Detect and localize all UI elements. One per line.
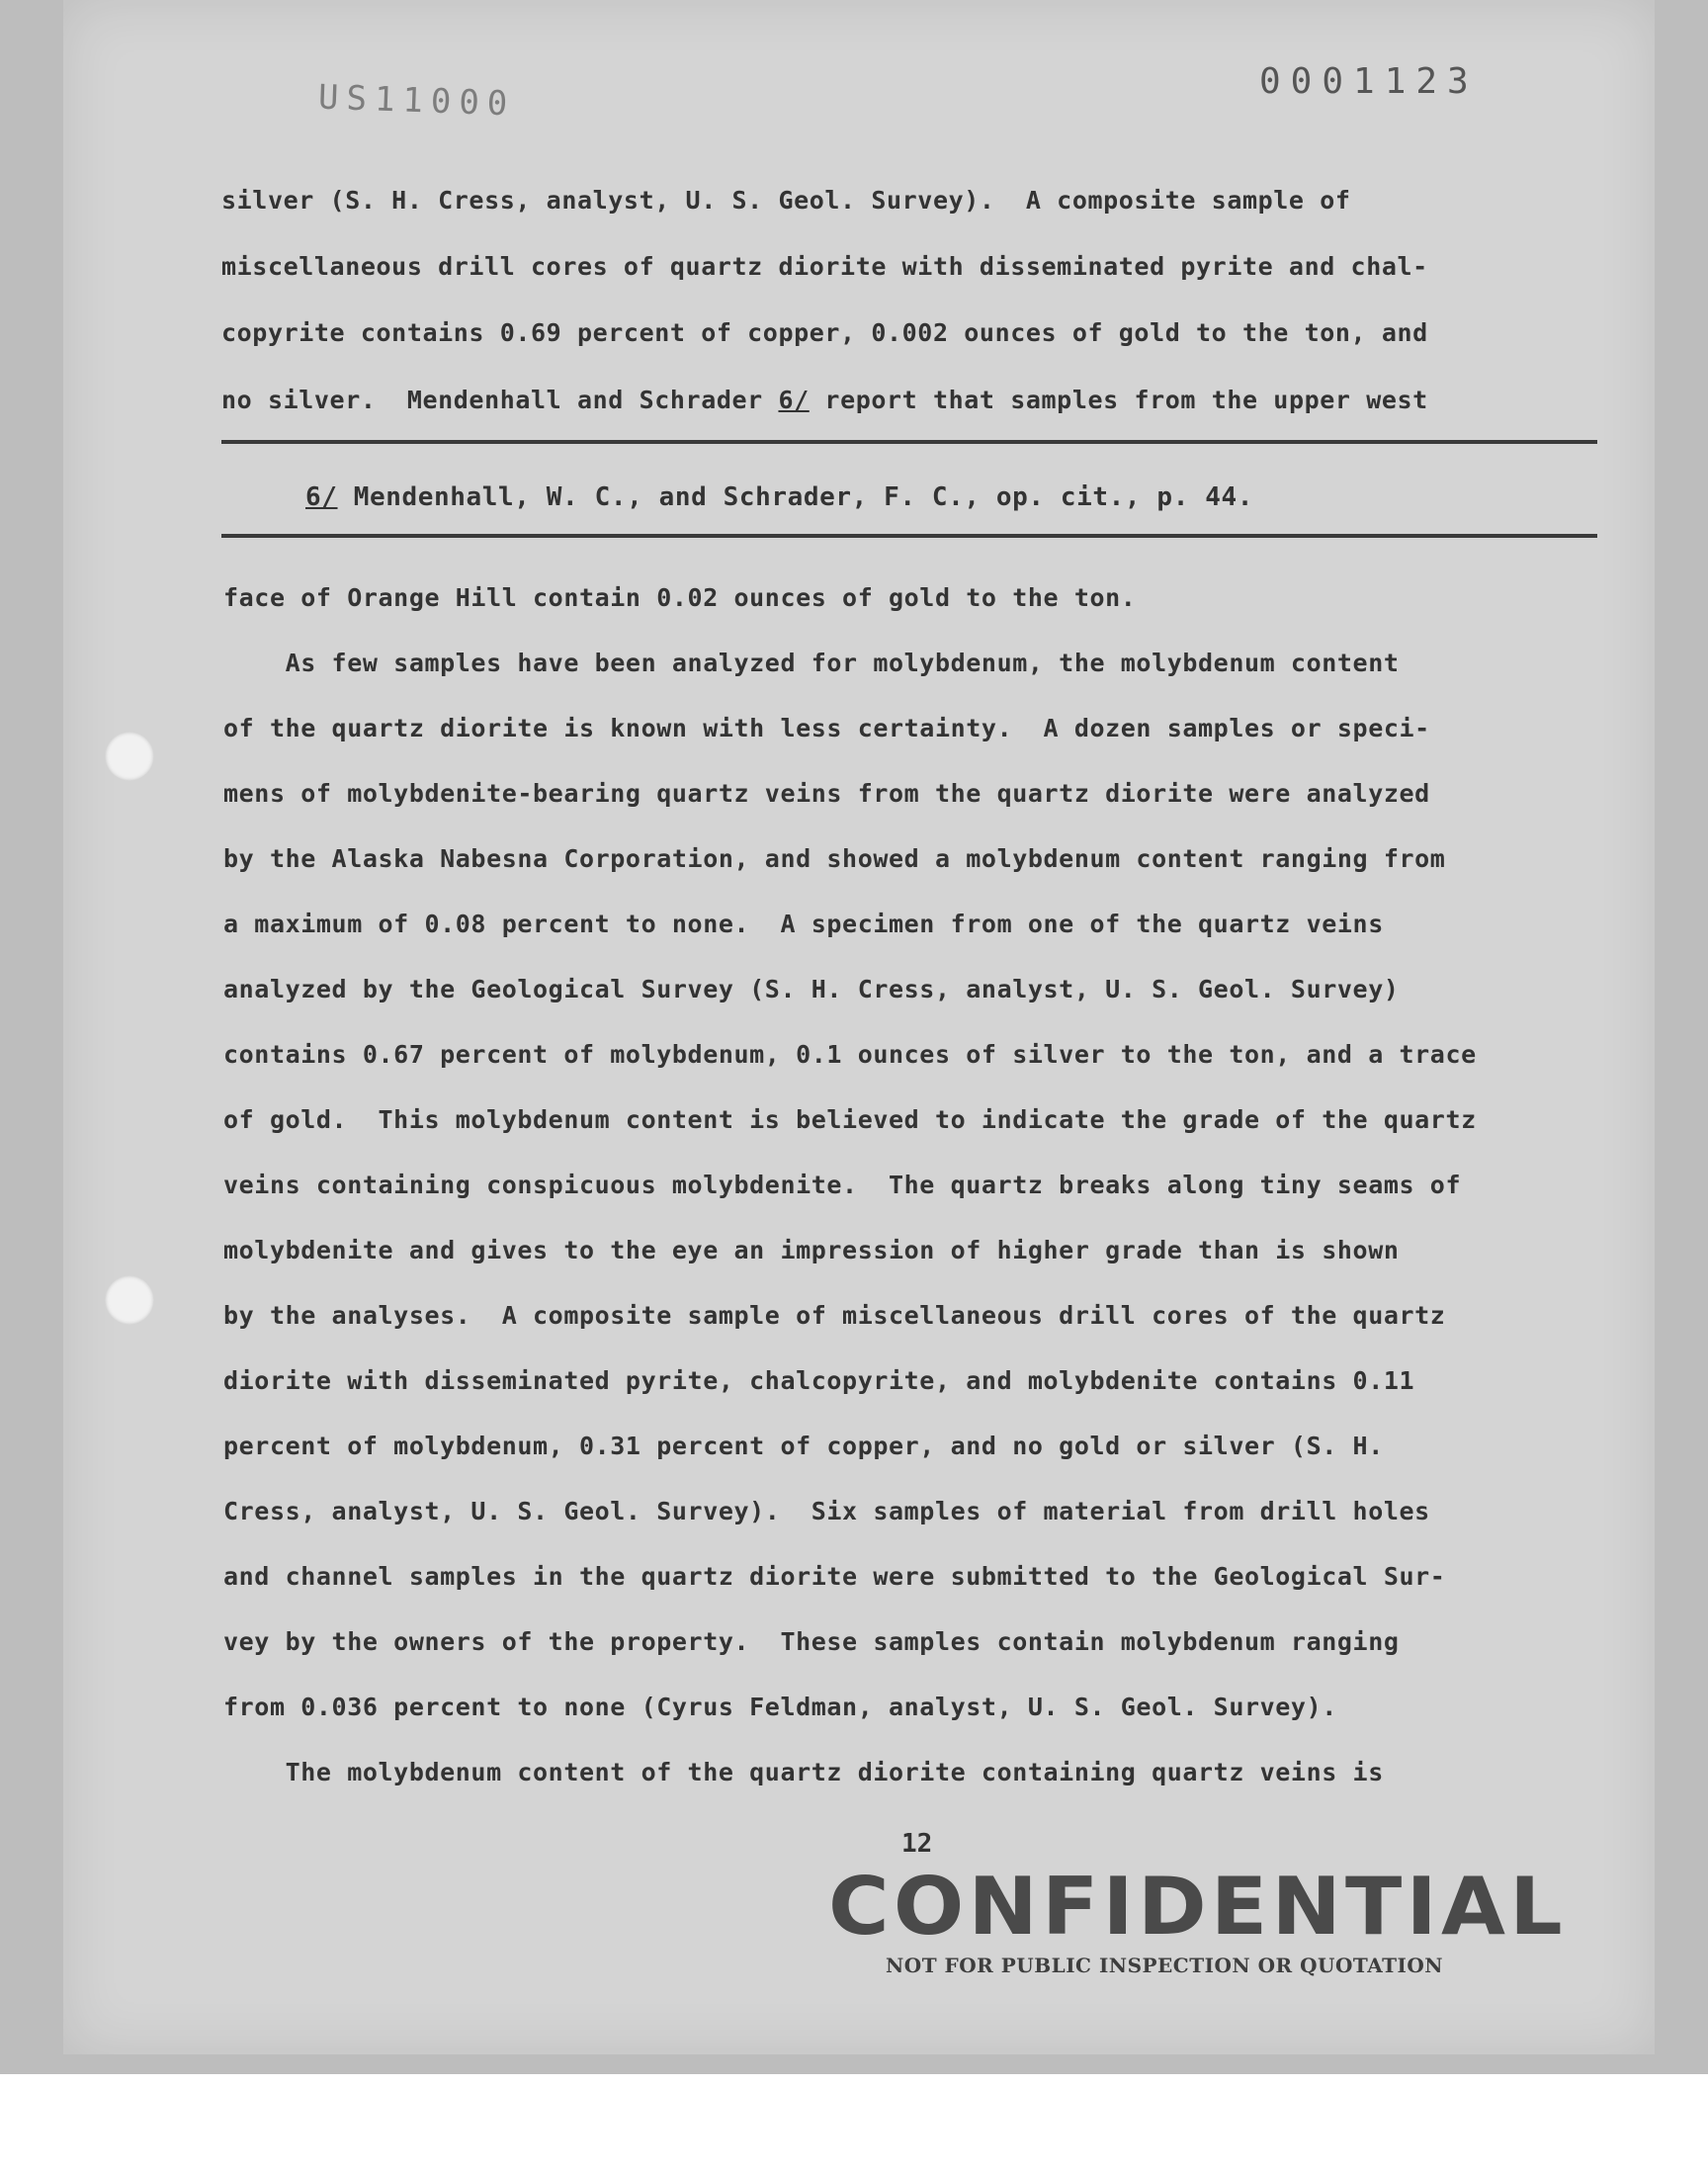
text-line: copyrite contains 0.69 percent of copper, 0.002 ounces of gold to the ton, and — [221, 318, 1428, 347]
text-line: veins containing conspicuous molybdenite. The quartz breaks along tiny seams of — [223, 1171, 1462, 1199]
punch-hole-bottom — [105, 1275, 154, 1325]
text-line: and channel samples in the quartz diorite were submitted to the Geological Sur- — [223, 1562, 1446, 1591]
footnote-rule-bottom — [221, 534, 1597, 538]
text-line: from 0.036 percent to none (Cyrus Feldman, analyst, U. S. Geol. Survey). — [223, 1693, 1337, 1721]
confidential-stamp-title: CONFIDENTIAL — [828, 1861, 1567, 1953]
reference-text-before: no silver. Mendenhall and Schrader — [221, 386, 779, 414]
footnote-marker: 6/ — [305, 482, 338, 512]
page-number: 12 — [901, 1829, 933, 1859]
text-line: face of Orange Hill contain 0.02 ounces of gold to the ton. — [223, 583, 1137, 612]
text-line: by the analyses. A composite sample of miscellaneous drill cores of the quartz — [223, 1301, 1446, 1330]
text-line: analyzed by the Geological Survey (S. H. Cress, analyst, U. S. Geol. Survey) — [223, 975, 1400, 1003]
footnote-rule-top — [221, 440, 1597, 444]
punch-hole-top — [105, 732, 154, 781]
footnote — [305, 482, 1253, 512]
footnote-text: Mendenhall, W. C., and Schrader, F. C., op. cit., p. 44. — [337, 482, 1253, 512]
text-line: mens of molybdenite-bearing quartz veins from the quartz diorite were analyzed — [223, 779, 1430, 808]
text-line: a maximum of 0.08 percent to none. A specimen from one of the quartz veins — [223, 910, 1384, 938]
text-line: percent of molybdenum, 0.31 percent of copper, and no gold or silver (S. H. — [223, 1432, 1384, 1460]
text-line: miscellaneous drill cores of quartz diorite with disseminated pyrite and chal- — [221, 252, 1428, 281]
confidential-stamp-subtitle: NOT FOR PUBLIC INSPECTION OR QUOTATION — [886, 1954, 1444, 1977]
document-page — [63, 0, 1655, 2054]
text-line: by the Alaska Nabesna Corporation, and showed a molybdenum content ranging from — [223, 844, 1446, 873]
stamp-left: US11000 — [317, 77, 516, 125]
text-line: of gold. This molybdenum content is believed to indicate the grade of the quartz — [223, 1105, 1477, 1134]
text-line: contains 0.67 percent of molybdenum, 0.1 ounces of silver to the ton, and a trace — [223, 1040, 1477, 1069]
text-line: of the quartz diorite is known with less certainty. A dozen samples or speci- — [223, 714, 1430, 742]
text-line: molybdenite and gives to the eye an impression of higher grade than is shown — [223, 1236, 1400, 1264]
text-line: vey by the owners of the property. These samples contain molybdenum ranging — [223, 1627, 1400, 1656]
text-line: The molybdenum content of the quartz diorite containing quartz veins is — [223, 1758, 1384, 1786]
reference-line — [221, 386, 1428, 414]
reference-text-after: report that samples from the upper west — [809, 386, 1428, 414]
stamp-right: 0001123 — [1259, 61, 1479, 102]
text-line: Cress, analyst, U. S. Geol. Survey). Six samples of material from drill holes — [223, 1497, 1430, 1525]
text-line: silver (S. H. Cress, analyst, U. S. Geol. Survey). A composite sample of — [221, 186, 1351, 215]
footnote-reference-marker: 6/ — [778, 386, 810, 414]
text-line: As few samples have been analyzed for molybdenum, the molybdenum content — [223, 649, 1400, 677]
text-line: diorite with disseminated pyrite, chalcopyrite, and molybdenite contains 0.11 — [223, 1366, 1415, 1395]
